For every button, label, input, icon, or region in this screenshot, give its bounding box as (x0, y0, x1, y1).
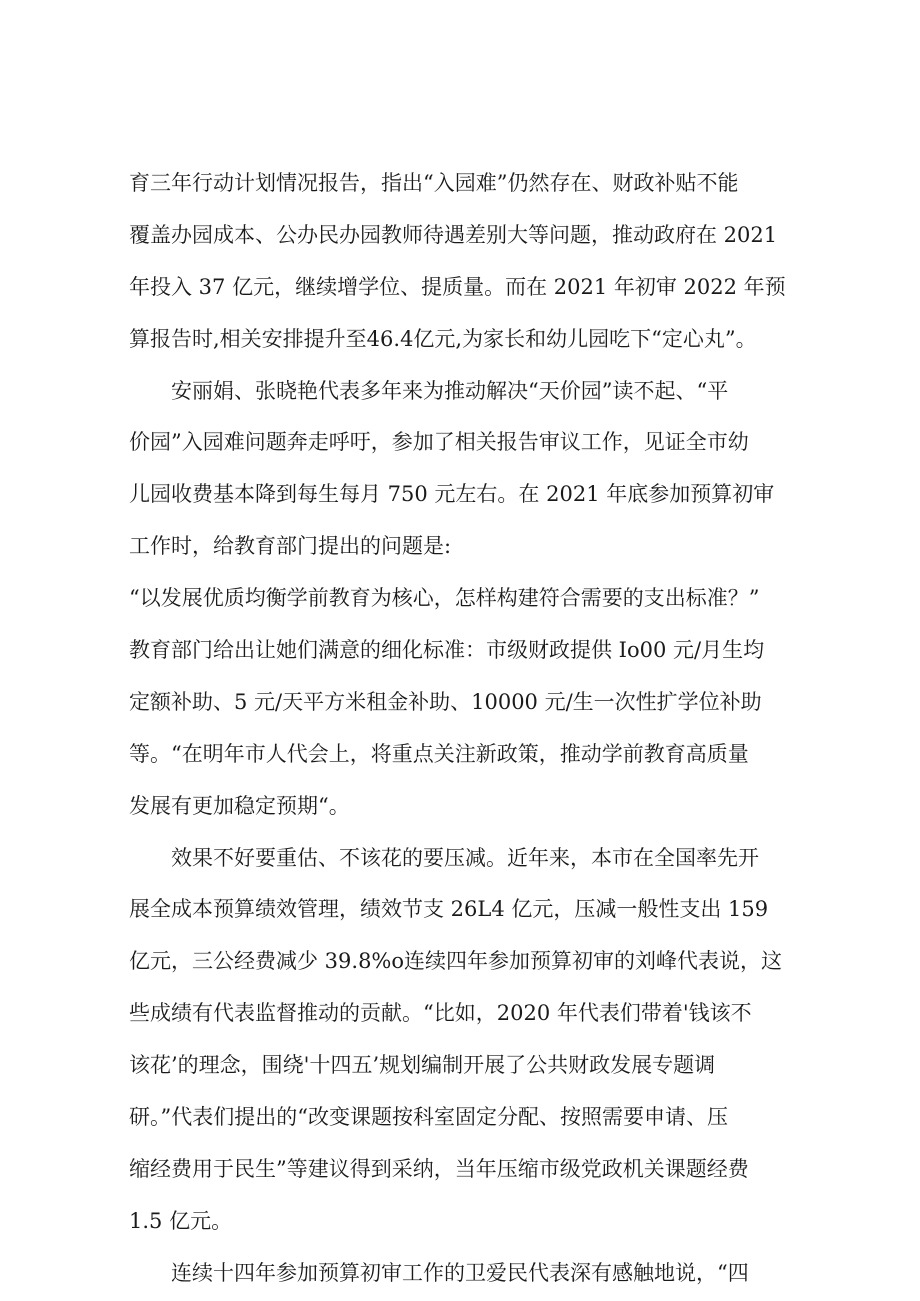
text-line: 算报告时,相关安排提升至46.4亿元,为家长和幼儿园吃下“定心丸”。 (129, 326, 757, 351)
text-line: 连续十四年参加预算初审工作的卫爱民代表深有感触地说，“四 (129, 1260, 749, 1285)
text-line: 研。”代表们提出的“改变课题按科室固定分配、按照需要申请、压 (129, 1105, 728, 1130)
text-line: 价园”入园难问题奔走呼吁，参加了相关报告审议工作，见证全市幼 (129, 430, 749, 455)
text-line: 效果不好要重估、不该花的要压减。近年来，本市在全国率先开 (129, 845, 759, 870)
text-line: 育三年行动计划情况报告，指出“入园难”仍然存在、财政补贴不能 (129, 171, 739, 195)
text-line: 覆盖办园成本、公办民办园教师待遇差别大等问题，推动政府在 2021 (129, 222, 778, 247)
text-line: 发展有更加稳定预期“。 (129, 793, 350, 818)
text-line: 定额补助、5 元/天平方米租金补助、10000 元/生一次性扩学位补助 (129, 689, 762, 714)
text-line: 安丽娟、张晓艳代表多年来为推动解决“天价园”读不起、“平 (129, 378, 729, 403)
text-line: 工作时，给教育部门提出的问题是: (129, 534, 452, 559)
text-line: 年投入 37 亿元，继续增学位、提质量。而在 2021 年初审 2022 年预 (129, 274, 786, 299)
text-line: 等。“在明年市人代会上，将重点关注新政策，推动学前教育高质量 (129, 741, 749, 766)
text-line: “以发展优质均衡学前教育为核心，怎样构建符合需要的支出标准？” (129, 586, 760, 611)
body-text (129, 158, 801, 1300)
text-line: 儿园收费基本降到每生每月 750 元左右。在 2021 年底参加预算初审 (129, 482, 775, 507)
text-line: 教育部门给出让她们满意的细化标准：市级财政提供 Io00 元/月生均 (129, 638, 765, 663)
text-line: 亿元，三公经费减少 39.8%o连续四年参加预算初审的刘峰代表说，这 (129, 949, 783, 974)
text-line: 该花’的理念，围绕'十四五’规划编制开展了公共财政发展专题调 (129, 1053, 716, 1078)
text-line: 展全成本预算绩效管理，绩效节支 26L4 亿元，压减一般性支出 159 (129, 897, 769, 922)
text-line: 1.5 亿元。 (129, 1208, 233, 1233)
text-line: 缩经费用于民生”等建议得到采纳，当年压缩市级党政机关课题经费 (129, 1156, 749, 1181)
text-line: 些成绩有代表监督推动的贡献。“比如，2020 年代表们带着'钱该不 (129, 1001, 752, 1026)
